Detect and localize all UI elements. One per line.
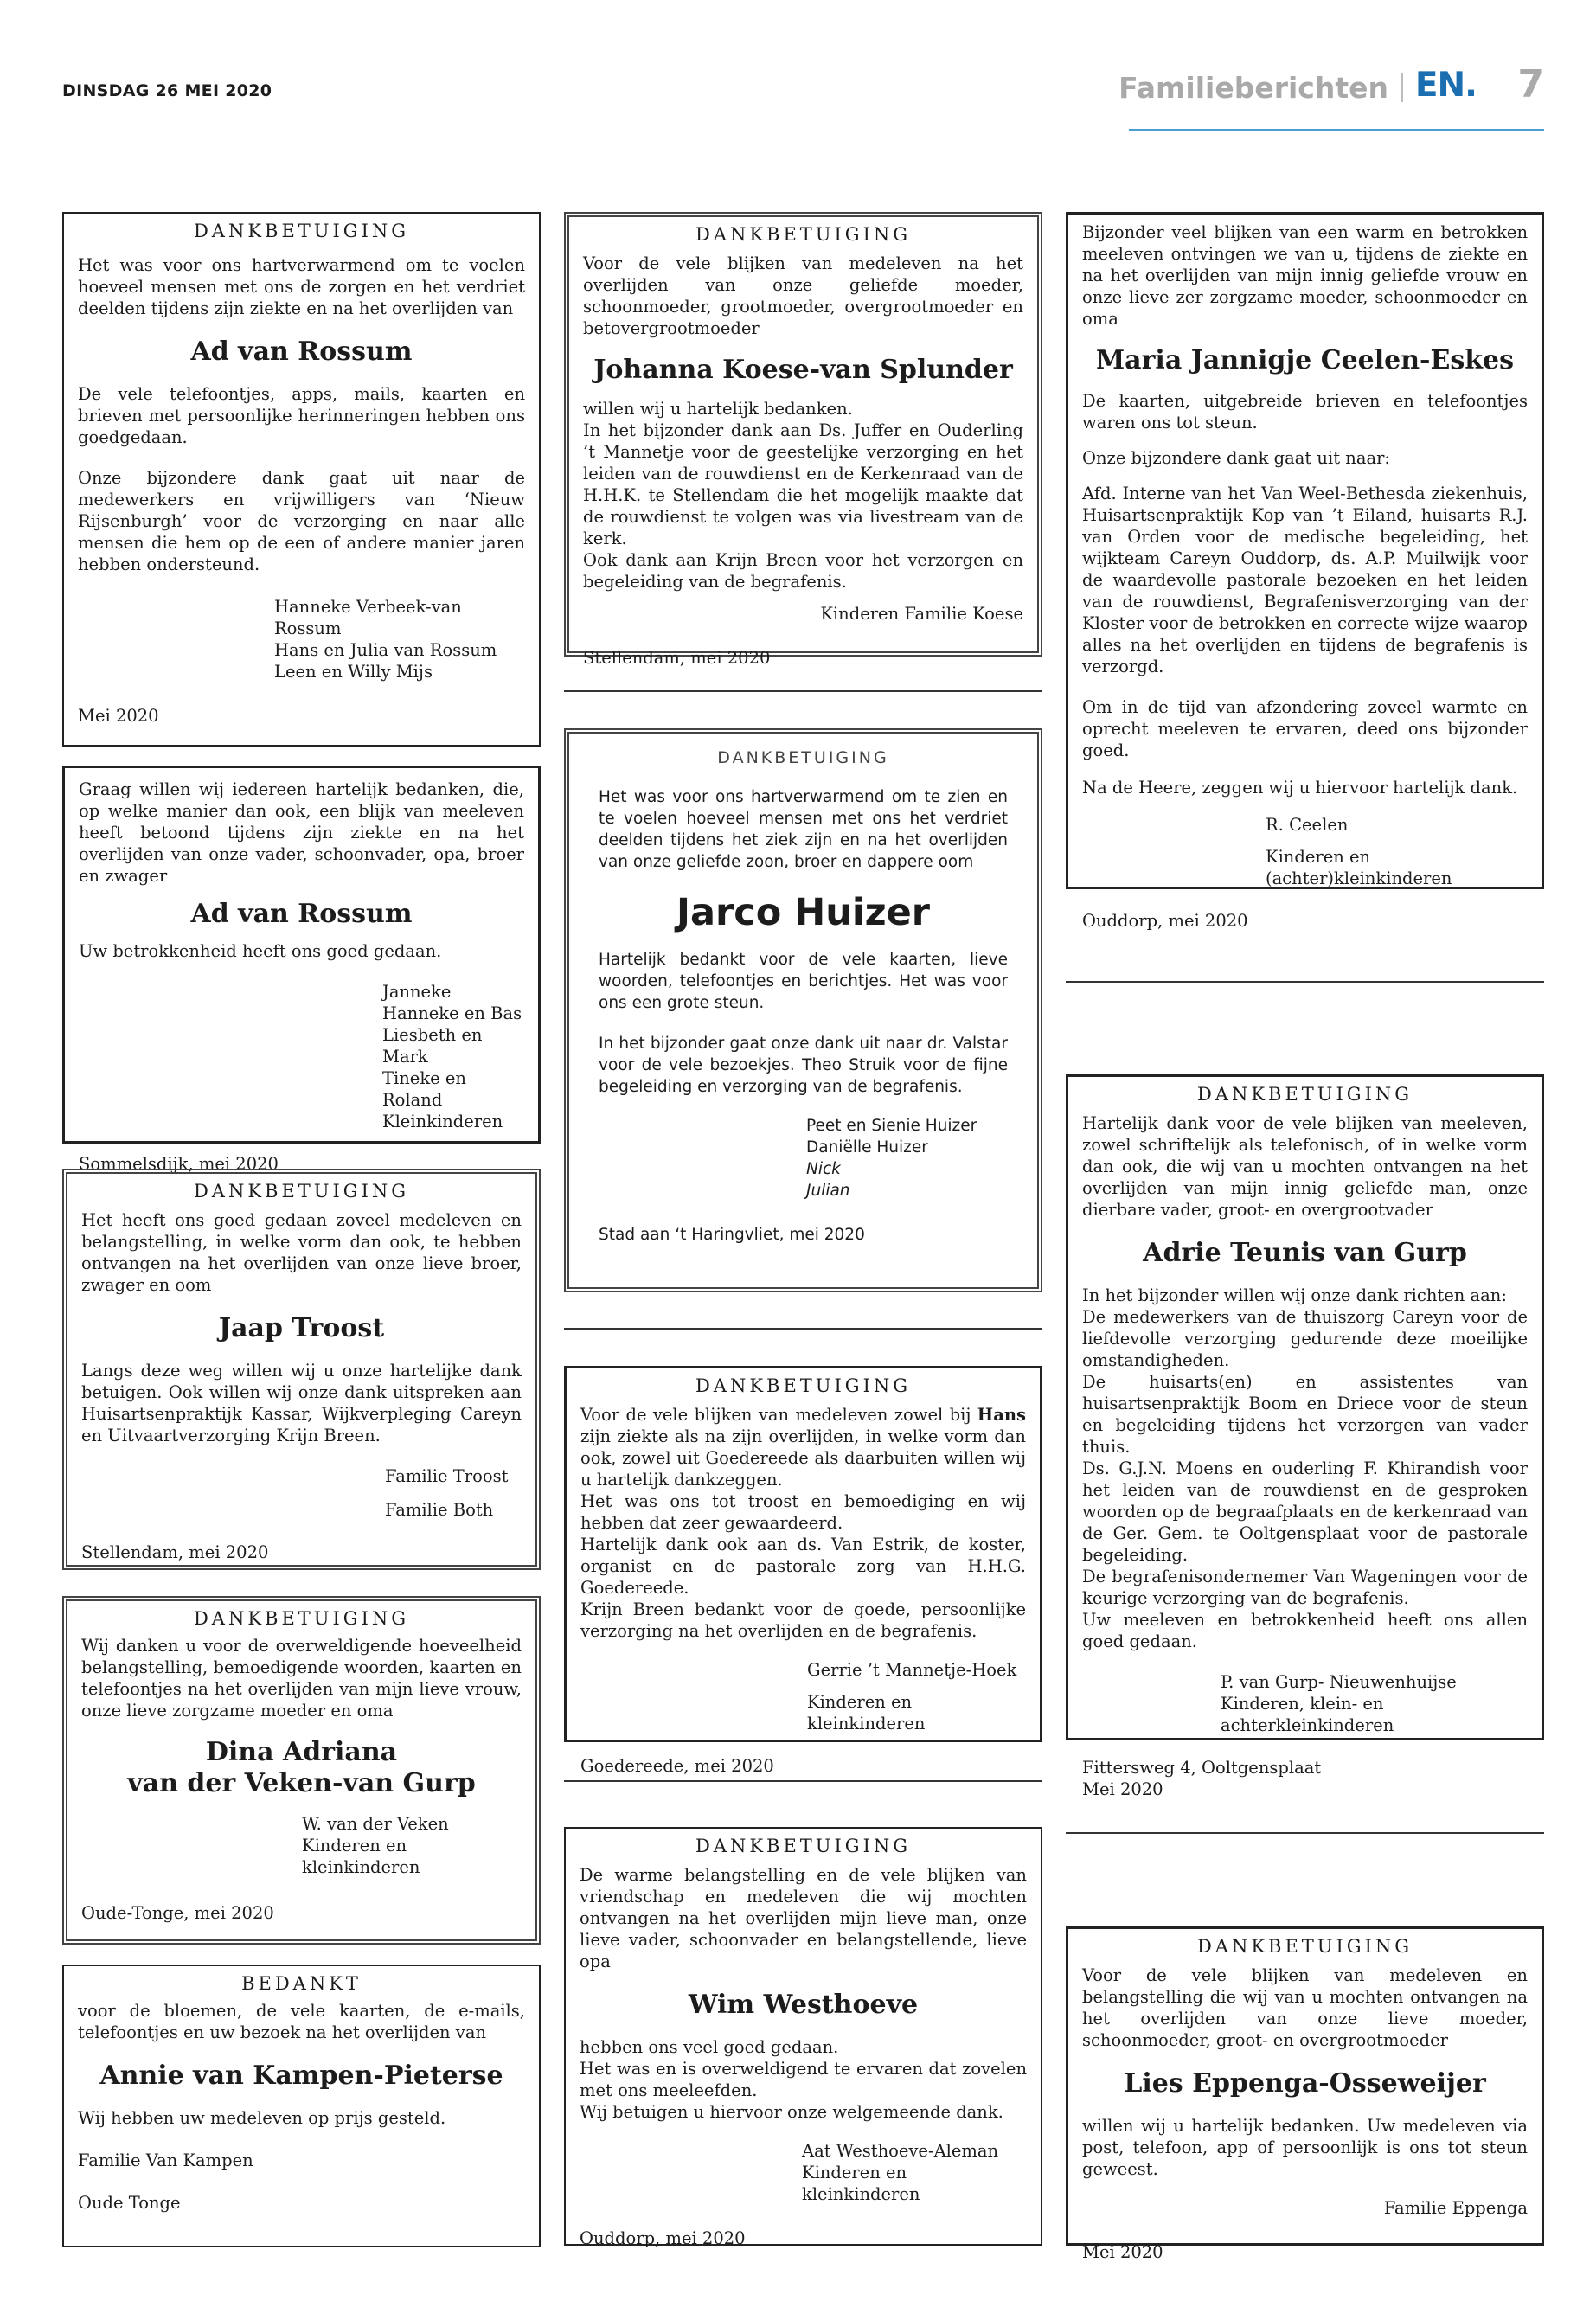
signature: Kinderen, klein- en achterkleinkinderen — [1221, 1694, 1394, 1735]
notice-place-date — [1082, 1757, 1528, 1800]
notice-intro: Voor de vele blijken van medeleven na het overlijden van onze geliefde moeder, schoonmoeder, grootmoeder, overgrootmoeder en betovergrootmoeder — [583, 253, 1023, 338]
notice-intro — [580, 1404, 1026, 1490]
notice-annie-van-kampen — [62, 1965, 541, 2247]
signatures — [1082, 814, 1528, 889]
notice-place-date: Mei 2020 — [78, 706, 159, 726]
notice-paragraph: willen wij u hartelijk bedanken. Uw medeleven via post, telefoon, app of persoonlijk is ons tot steun geweest. — [1082, 2116, 1528, 2179]
page-number: 7 — [1517, 62, 1544, 106]
deceased-name: Wim Westhoeve — [688, 1990, 919, 2020]
notice-paragraph: Onze bijzondere dank gaat uit naar: — [1082, 448, 1390, 468]
signature: Hans en Julia van Rossum — [274, 640, 497, 660]
notice-intro: Graag willen wij iedereen hartelijk bedanken, die, op welke manier dan ook, een blijk van meeleven heeft betoond tijdens zijn ziekte en na het overlijden van onze vader, schoonvader, opa, broer en zwager — [79, 779, 524, 886]
notice-label: DANKBETUIGING — [695, 224, 912, 245]
notice-paragraph: hebben ons veel goed gedaan. — [580, 2037, 839, 2057]
notice-paragraph: Wij betuigen u hiervoor onze welgemeende dank. — [580, 2102, 1003, 2122]
divider-line — [1066, 981, 1544, 983]
notice-paragraph: De vele telefoontjes, apps, mails, kaarten en brieven met persoonlijke herinneringen hebben ons goedgedaan. — [78, 384, 525, 447]
notice-paragraph: In het bijzonder gaat onze dank uit naar dr. Valstar voor de vele bezoekjes. Theo Struik voor de fijne begeleiding en verzorging van de begrafenis. — [599, 1035, 1008, 1096]
notice-paragraph: Het was en is overweldigend te ervaren dat zovelen met ons meeleefden. — [580, 2059, 1027, 2100]
notice-paragraph: Na de Heere, zeggen wij u hiervoor hartelijk dank. — [1082, 778, 1518, 798]
notice-jarco-huizer — [564, 728, 1042, 1292]
notice-maria-ceelen-eskes — [1066, 212, 1544, 931]
signature: Tineke en Roland — [382, 1068, 466, 1110]
notice-paragraph: Onze bijzondere dank gaat uit naar de medewerkers en vrijwilligers van ‘Nieuw Rijsenburgh’ voor de verzorging en naar alle mensen die hem op de een of andere manier jaren hebben ondersteund. — [78, 468, 525, 574]
notice-place-date: Mei 2020 — [1082, 2242, 1163, 2262]
signature: Leen en Willy Mijs — [274, 662, 433, 682]
notice-intro: Het was voor ons hartverwarmend om te voelen hoeveel mensen met ons de zorgen en het verdriet deelden tijdens zijn ziekte en na het overlijden van — [78, 255, 525, 318]
signature: Aat Westhoeve-Aleman — [802, 2141, 999, 2161]
notice-place-date: Oude-Tonge, mei 2020 — [81, 1903, 274, 1923]
deceased-name: Ad van Rossum — [190, 336, 413, 367]
notice-label: DANKBETUIGING — [1196, 1084, 1413, 1105]
notice-place-date: Ouddorp, mei 2020 — [580, 2228, 746, 2248]
notice-paragraph: Het was ons tot troost en bemoediging en wij hebben dat zeer gewaardeerd. — [580, 1491, 1026, 1533]
notice-paragraph: De kaarten, uitgebreide brieven en telefoontjes waren ons tot steun. — [1082, 391, 1528, 433]
notice-label: DANKBETUIGING — [193, 1181, 410, 1202]
page-date: DINSDAG 26 MEI 2020 — [62, 81, 272, 100]
signature: Familie Van Kampen — [78, 2150, 253, 2170]
signature: Liesbeth en Mark — [382, 1025, 483, 1067]
signatures — [81, 1465, 522, 1521]
notice-paragraph: In het bijzonder willen wij onze dank richten aan: — [1082, 1285, 1507, 1305]
notice-paragraph: Afd. Interne van het Van Weel-Bethesda ziekenhuis, Huisartsenpraktijk Kop van ’t Eiland, huisarts R.J. van Orden voor de medische begeleiding, het wijkteam Careyn Ouddorp, ds. A.P. Muilwijk voor de waardevolle pastorale bezoeken en het leiden van de rouwdienst, Begrafenisverzorging van der Kloster voor de betrokken en correcte wijze waarop alles na het overlijden en tijdens de begrafenis is verzorgd. — [1082, 484, 1528, 676]
deceased-name-line: van der Veken-van Gurp — [127, 1768, 476, 1798]
notice-intro: Wij danken u voor de overweldigende hoeveelheid belangstelling, bemoedigende woorden, kaarten en telefoontjes na het overlijden van mijn lieve vrouw, onze lieve zorgzame moeder en oma — [81, 1636, 522, 1721]
notice-label: DANKBETUIGING — [695, 1836, 912, 1856]
notice-label: BEDANKT — [241, 1973, 362, 1994]
notice-label: DANKBETUIGING — [1196, 1936, 1413, 1957]
notice-dina-van-der-veken — [62, 1596, 541, 1945]
signature: Daniëlle Huizer — [806, 1138, 928, 1157]
notice-intro: Het heeft ons goed gedaan zoveel medeleven en belangstelling, in welke vorm dan ook, te hebben ontvangen na het overlijden van onze lieve broer, zwager en oom — [81, 1210, 522, 1295]
deceased-name-line: Dina Adriana — [205, 1737, 398, 1767]
notice-paragraph: De huisarts(en) en assistentes van huisartsenpraktijk Boom en Driece voor de steun en begeleiding tijdens het verzorgen van vader thuis. — [1082, 1372, 1528, 1457]
newspaper-logo: EN. — [1414, 66, 1477, 105]
notice-place-date: Stellendam, mei 2020 — [583, 648, 771, 668]
notice-lies-eppenga — [1066, 1926, 1544, 2262]
notice-place-date: Stad aan ‘t Haringvliet, mei 2020 — [599, 1226, 865, 1244]
signature: W. van der Veken — [302, 1814, 449, 1834]
notice-jaap-troost — [62, 1169, 541, 1570]
signature: Gerrie ’t Mannetje-Hoek — [807, 1660, 1017, 1680]
notice-paragraph: Om in de tijd van afzondering zoveel warmte en oprecht meeleven te ervaren, deed ons bijzonder goed. — [1082, 697, 1528, 760]
notice-paragraph: Hartelijk dank ook aan ds. Van Estrik, de koster, organist en de pastorale zorg van H.H.G. Goedereede. — [580, 1535, 1026, 1598]
signature: Hanneke en Bas — [382, 1003, 522, 1023]
notice-place-date: Ouddorp, mei 2020 — [1082, 911, 1248, 931]
notice-intro: De warme belangstelling en de vele blijken van vriendschap en medeleven die wij mochten ontvangen na het overlijden mijn lieve man, onze lieve vader, schoonvader en belangstellende, lieve opa — [580, 1865, 1027, 1971]
signature: R. Ceelen — [1266, 815, 1349, 835]
notice-johanna-koese — [564, 212, 1042, 668]
notice-paragraph: Wij hebben uw medeleven op prijs gesteld. — [78, 2108, 446, 2128]
notice-paragraph: Krijn Breen bedankt voor de goede, persoonlijke verzorging na het overlijden en de begrafenis. — [580, 1599, 1026, 1641]
signatures — [599, 1115, 1008, 1202]
masthead — [1118, 62, 1544, 131]
signature: Kinderen en (achter)kleinkinderen — [1266, 847, 1452, 888]
signature: Kinderen Familie Koese — [820, 604, 1023, 624]
signature: Kleinkinderen — [382, 1112, 503, 1131]
signatures — [78, 596, 525, 683]
notice-place-date: Goedereede, mei 2020 — [580, 1756, 774, 1776]
notice-paragraph: Ook dank aan Krijn Breen voor het verzorgen en begeleiding van de begrafenis. — [583, 550, 1023, 592]
section-title: Familieberichten — [1118, 71, 1388, 105]
signatures — [81, 1813, 522, 1878]
signature: P. van Gurp- Nieuwenhuijse — [1221, 1672, 1457, 1692]
notice-paragraph: Uw meeleven en betrokkenheid heeft ons allen goed gedaan. — [1082, 1610, 1528, 1651]
notice-intro: Voor de vele blijken van medeleven en belangstelling die wij van u mochten ontvangen na het overlijden van onze lieve moeder, schoonmoeder, groot- en overgrootmoeder — [1082, 1965, 1528, 2050]
notice-intro: Bijzonder veel blijken van een warm en betrokken meeleven ontvingen we van u, tijdens de ziekte en na het overlijden van mijn innig geliefde vrouw en onze lieve zer zorgzame moeder, schoonmoeder en oma — [1082, 222, 1528, 329]
notice-label: DANKBETUIGING — [193, 1608, 410, 1629]
signature: Kinderen en kleinkinderen — [802, 2163, 920, 2204]
signature: Janneke — [382, 982, 452, 1002]
notice-paragraph: Ds. G.J.N. Moens en ouderling F. Khirandish voor het leiden van de rouwdienst en de gesproken woorden op de begraafplaats en de kerkenraad van de Ger. Gem. te Ooltgensplaat voor de pastorale begeleiding. — [1082, 1458, 1528, 1565]
signatures — [79, 981, 524, 1132]
signature: Hanneke Verbeek-van Rossum — [274, 597, 462, 638]
notice-hans — [564, 1366, 1042, 1776]
divider-line — [564, 1328, 1042, 1330]
deceased-name: Ad van Rossum — [190, 899, 413, 929]
notice-place-date: Oude Tonge — [78, 2193, 181, 2213]
notice-ad-van-rossum-2 — [62, 766, 541, 1174]
signatures — [580, 2140, 1027, 2205]
notice-intro: Hartelijk dank voor de vele blijken van meeleven, zowel schriftelijk als telefonisch, of in welke vorm dan ook, die wij van u mochten ontvangen na het overlijden van mijn innig geliefde man, onze dierbare vader, groot- en overgrootvader — [1082, 1113, 1528, 1220]
notice-paragraph: Hartelijk bedankt voor de vele kaarten, lieve woorden, telefoontjes en berichtjes. Het was voor ons een grote steun. — [599, 951, 1008, 1012]
notice-paragraph: Uw betrokkenheid heeft ons goed gedaan. — [79, 941, 442, 961]
notice-paragraph: De begrafenisondernemer Van Wageningen voor de keurige verzorging van de begrafenis. — [1082, 1567, 1528, 1608]
notice-paragraph: De medewerkers van de thuiszorg Careyn voor de liefdevolle verzorging gedurende deze moeilijke omstandigheden. — [1082, 1307, 1528, 1370]
signature: Familie Eppenga — [1383, 2198, 1528, 2218]
notice-wim-westhoeve — [564, 1827, 1042, 2246]
signatures — [1082, 1671, 1528, 1736]
notice-place-date: Stellendam, mei 2020 — [81, 1542, 269, 1562]
deceased-name: Johanna Koese-van Splunder — [593, 355, 1013, 385]
notice-label: DANKBETUIGING — [193, 221, 410, 241]
notice-date: Mei 2020 — [1082, 1779, 1163, 1799]
notice-intro: voor de bloemen, de vele kaarten, de e-mails, telefoontjes en uw bezoek na het overlijden van — [78, 2001, 525, 2042]
deceased-name: Adrie Teunis van Gurp — [1143, 1238, 1467, 1268]
notice-intro-text: Voor de vele blijken van medeleven zowel bij — [580, 1405, 977, 1425]
signature: Julian — [806, 1182, 850, 1200]
divider-line — [564, 690, 1042, 692]
signature: Kinderen en kleinkinderen — [807, 1692, 926, 1734]
notice-paragraph: In het bijzonder dank aan Ds. Juffer en Ouderling ’t Mannetje voor de geestelijke verzorging en het leiden van de rouwdienst en de Kerkenraad van de H.H.K. te Stellendam die het mogelijk maakte dat de rouwdienst te volgen was via livestream van de kerk. — [583, 420, 1023, 548]
deceased-name: Annie van Kampen-Pieterse — [99, 2061, 503, 2091]
notice-ad-van-rossum-1 — [62, 212, 541, 747]
deceased-name: Hans — [977, 1405, 1026, 1425]
deceased-name — [81, 1737, 522, 1799]
divider-line — [1066, 1832, 1544, 1834]
signature: Peet en Sienie Huizer — [806, 1117, 977, 1135]
notice-place-date: Sommelsdijk, mei 2020 — [79, 1154, 279, 1174]
masthead-divider — [1401, 73, 1403, 102]
notice-address: Fittersweg 4, Ooltgensplaat — [1082, 1758, 1322, 1778]
deceased-name: Jaap Troost — [218, 1313, 385, 1343]
notice-intro: Het was voor ons hartverwarmend om te zien en te voelen hoeveel mensen met ons het verdriet deelden tijdens het ziek zijn en na het overlijden van onze geliefde zoon, broer en dappere oom — [599, 788, 1008, 871]
notice-intro-text: zijn ziekte als na zijn overlijden, in welke vorm dan ook, zowel uit Goedereede als daarbuiten willen wij u hartelijk dankzeggen. — [580, 1426, 1026, 1490]
notice-adrie-van-gurp — [1066, 1074, 1544, 1799]
deceased-name: Jarco Huizer — [676, 891, 930, 934]
notice-paragraph: Langs deze weg willen wij u onze hartelijke dank betuigen. Ook willen wij onze dank uitspreken aan Huisartsenpraktijk Kassar, Wijkverpleging Careyn en Uitvaartverzorging Krijn Breen. — [81, 1361, 522, 1445]
signature: Kinderen en kleinkinderen — [302, 1836, 420, 1877]
signature: Nick — [806, 1160, 841, 1178]
signature: Familie Troost — [385, 1466, 509, 1486]
notice-label: DANKBETUIGING — [695, 1375, 912, 1396]
notice-label: DANKBETUIGING — [717, 748, 889, 767]
divider-line — [564, 1780, 1042, 1782]
deceased-name: Maria Jannigje Ceelen-Eskes — [1095, 345, 1515, 375]
signatures — [580, 1659, 1026, 1734]
signature: Familie Both — [385, 1500, 494, 1520]
notice-paragraph: willen wij u hartelijk bedanken. — [583, 399, 853, 419]
deceased-name: Lies Eppenga-Osseweijer — [1124, 2068, 1486, 2099]
